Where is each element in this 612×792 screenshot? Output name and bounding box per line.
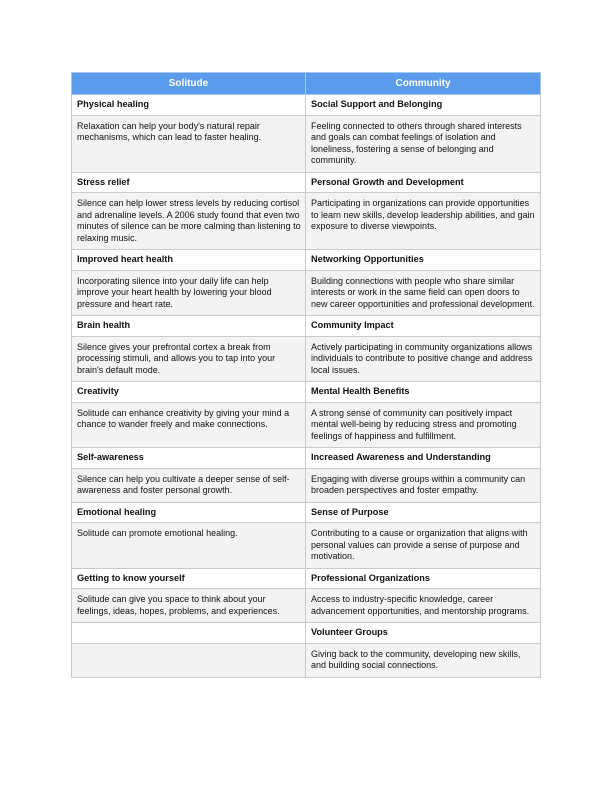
table-description-row [72, 270, 541, 316]
community-benefit-title: Social Support and Belonging [306, 95, 541, 116]
solitude-benefit-description [72, 643, 306, 677]
community-benefit-title: Community Impact [306, 316, 541, 337]
table-heading-row [72, 250, 541, 271]
solitude-benefit-description: Incorporating silence into your daily life can help improve your heart health by lowering your blood pressure and heart rate. [72, 270, 306, 316]
community-benefit-title: Networking Opportunities [306, 250, 541, 271]
table-body [72, 95, 541, 678]
table-description-row [72, 402, 541, 448]
solitude-benefit-title: Creativity [72, 382, 306, 403]
community-benefit-description: Building connections with people who share similar interests or work in the same field can open doors to new career opportunities and professional development. [306, 270, 541, 316]
table-description-row [72, 589, 541, 623]
community-benefit-description: A strong sense of community can positively impact mental well-being by reducing stress and promoting feelings of happiness and fulfillment. [306, 402, 541, 448]
table-description-row [72, 115, 541, 172]
community-benefit-title: Sense of Purpose [306, 502, 541, 523]
community-benefit-title: Professional Organizations [306, 568, 541, 589]
column-header-community: Community [306, 73, 541, 95]
community-benefit-description: Giving back to the community, developing new skills, and building social connections. [306, 643, 541, 677]
community-benefit-title: Mental Health Benefits [306, 382, 541, 403]
table-heading-row [72, 95, 541, 116]
table-description-row [72, 193, 541, 250]
solitude-benefit-title: Improved heart health [72, 250, 306, 271]
community-benefit-description: Access to industry-specific knowledge, career advancement opportunities, and mentorship programs. [306, 589, 541, 623]
community-benefit-title: Personal Growth and Development [306, 172, 541, 193]
solitude-benefit-title [72, 623, 306, 644]
solitude-benefit-title: Physical healing [72, 95, 306, 116]
community-benefit-description: Participating in organizations can provide opportunities to learn new skills, develop leadership abilities, and gain exposure to diverse viewpoints. [306, 193, 541, 250]
solitude-benefit-title: Self-awareness [72, 448, 306, 469]
solitude-benefit-title: Emotional healing [72, 502, 306, 523]
table-heading-row [72, 172, 541, 193]
community-benefit-title: Increased Awareness and Understanding [306, 448, 541, 469]
solitude-benefit-description: Solitude can enhance creativity by giving your mind a chance to wander freely and make connections. [72, 402, 306, 448]
community-benefit-description: Contributing to a cause or organization that aligns with personal values can provide a sense of purpose and motivation. [306, 523, 541, 569]
solitude-benefit-description: Solitude can give you space to think about your feelings, ideas, hopes, problems, and experiences. [72, 589, 306, 623]
community-benefit-description: Engaging with diverse groups within a community can broaden perspectives and foster empathy. [306, 468, 541, 502]
solitude-benefit-description: Silence gives your prefrontal cortex a break from processing stimuli, and allows you to tap into your brain's default mode. [72, 336, 306, 382]
table-heading-row [72, 502, 541, 523]
solitude-benefit-title: Getting to know yourself [72, 568, 306, 589]
table-description-row [72, 336, 541, 382]
table-description-row [72, 643, 541, 677]
table-heading-row [72, 316, 541, 337]
table-description-row [72, 468, 541, 502]
table-heading-row [72, 623, 541, 644]
solitude-benefit-title: Brain health [72, 316, 306, 337]
community-benefit-description: Actively participating in community organizations allows individuals to contribute to positive change and address local issues. [306, 336, 541, 382]
solitude-benefit-description: Solitude can promote emotional healing. [72, 523, 306, 569]
column-header-solitude: Solitude [72, 73, 306, 95]
table-heading-row [72, 568, 541, 589]
table-heading-row [72, 382, 541, 403]
comparison-table [71, 72, 541, 678]
table-heading-row [72, 448, 541, 469]
community-benefit-title: Volunteer Groups [306, 623, 541, 644]
table-description-row [72, 523, 541, 569]
community-benefit-description: Feeling connected to others through shared interests and goals can combat feelings of isolation and loneliness, fostering a sense of belonging and community. [306, 115, 541, 172]
solitude-benefit-title: Stress relief [72, 172, 306, 193]
solitude-benefit-description: Silence can help you cultivate a deeper sense of self-awareness and foster personal growth. [72, 468, 306, 502]
solitude-benefit-description: Relaxation can help your body's natural repair mechanisms, which can lead to faster healing. [72, 115, 306, 172]
solitude-benefit-description: Silence can help lower stress levels by reducing cortisol and adrenaline levels. A 2006 study found that even two minutes of silence can be more calming than listening to relaxing music. [72, 193, 306, 250]
table-header-row [72, 73, 541, 95]
